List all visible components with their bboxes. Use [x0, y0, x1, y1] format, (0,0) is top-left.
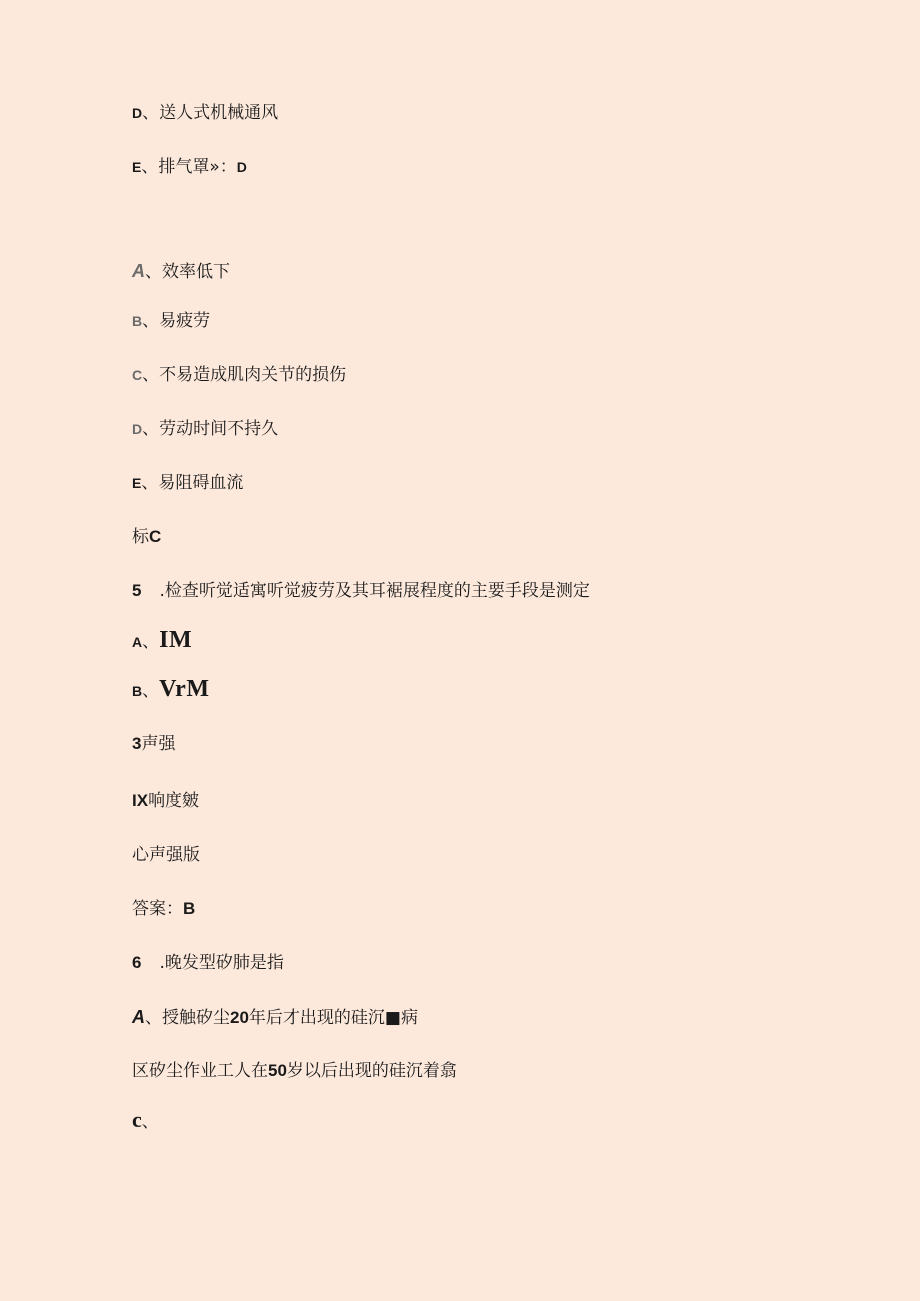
- option-e-row: [132, 844, 200, 866]
- question-number: 5: [132, 581, 142, 600]
- option-e-row: [132, 472, 243, 494]
- question-5: [132, 580, 590, 602]
- option-e-row: [132, 156, 247, 178]
- answer-value: B: [183, 899, 196, 918]
- option-label: D: [132, 421, 143, 437]
- option-sep: 、: [145, 1008, 162, 1028]
- option-text-post: 年后才出现的硅沉■病: [248, 1008, 418, 1028]
- option-sep: 、: [141, 1112, 159, 1132]
- question-6: [132, 952, 284, 974]
- option-text: 响度皴: [148, 791, 200, 811]
- option-label: E: [132, 159, 142, 175]
- option-label: E: [132, 475, 142, 491]
- option-text-pre: 区矽尘作业工人在: [132, 1061, 268, 1081]
- answer-row: [132, 898, 195, 920]
- question-number: 6: [132, 953, 142, 972]
- option-text-post: 岁以后出现的硅沉着翕: [286, 1061, 457, 1081]
- option-number: 50: [268, 1061, 287, 1080]
- option-text: 不易造成肌肉关节的损伤: [159, 365, 347, 385]
- option-c-row: [132, 364, 346, 386]
- option-number: 20: [230, 1008, 249, 1027]
- option-text: 效率低下: [162, 262, 230, 282]
- option-a-row: [132, 1006, 418, 1029]
- option-sep: 、: [142, 681, 160, 701]
- option-text: 易阻碍血流: [158, 473, 244, 493]
- option-c-row: [132, 733, 175, 755]
- option-sep: 、: [142, 632, 160, 652]
- option-sep: 、: [141, 157, 159, 177]
- option-text: 劳动时间不持久: [159, 419, 279, 439]
- option-a-row: [132, 260, 230, 283]
- option-d-row: [132, 418, 278, 440]
- option-text: VrM: [159, 676, 210, 702]
- option-label: IX: [132, 791, 149, 810]
- option-label: B: [132, 683, 143, 699]
- option-b-row: [132, 310, 210, 332]
- option-text: 心声强版: [132, 845, 200, 865]
- option-label: C: [132, 367, 143, 383]
- option-text: 声强: [141, 734, 176, 754]
- option-b-row: [132, 675, 209, 705]
- option-a-row: [132, 626, 192, 656]
- option-label: c: [132, 1107, 142, 1132]
- option-label: B: [132, 313, 143, 329]
- option-label: 3: [132, 734, 142, 753]
- option-label: A: [132, 261, 145, 281]
- option-c-row: [132, 1107, 159, 1135]
- option-b-row: [132, 1060, 457, 1082]
- option-text-pre: 授触矽尘: [162, 1008, 230, 1028]
- answer-value: D: [236, 159, 247, 175]
- option-sep: 、: [145, 262, 162, 282]
- option-text: IM: [159, 627, 193, 653]
- option-text: 送人式机械通风: [159, 103, 279, 123]
- answer-value: C: [149, 527, 162, 546]
- option-sep: 、: [142, 103, 160, 123]
- option-sep: 、: [141, 473, 159, 493]
- question-text: .检查听觉适寓听觉疲劳及其耳裾展程度的主要手段是测定: [159, 581, 590, 601]
- option-label: D: [132, 105, 143, 121]
- option-label: A: [132, 1007, 145, 1027]
- option-sep: 、: [142, 365, 160, 385]
- option-sep: 、: [142, 419, 160, 439]
- option-text: 排气罩»：: [158, 157, 237, 177]
- answer-row: [132, 526, 161, 548]
- option-d-row: [132, 102, 278, 124]
- question-text: .晚发型矽肺是指: [159, 953, 284, 973]
- option-d-row: [132, 790, 199, 812]
- option-label: A: [132, 634, 143, 650]
- answer-prefix: 答案：: [132, 899, 183, 919]
- option-text: 易疲劳: [159, 311, 211, 331]
- option-sep: 、: [142, 311, 160, 331]
- answer-prefix: 标: [132, 527, 149, 547]
